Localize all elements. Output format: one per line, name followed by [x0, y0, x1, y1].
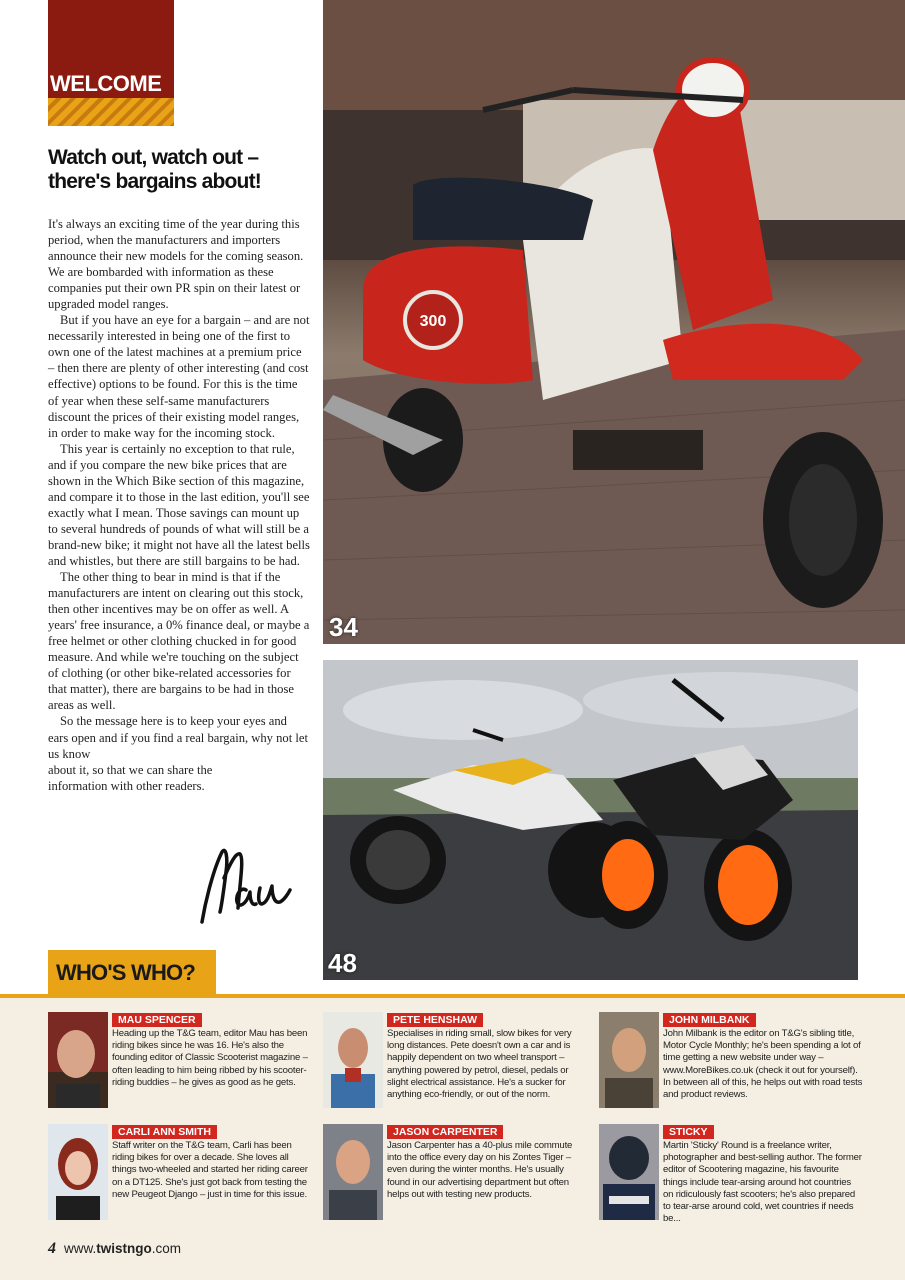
- avatar: [48, 1124, 108, 1220]
- scooter-illustration: [323, 0, 905, 644]
- avatar: [323, 1012, 383, 1108]
- profile-carli-ann-smith: [48, 1124, 310, 1224]
- whos-who-title: WHO'S WHO?: [56, 960, 195, 985]
- whos-who-banner: [48, 950, 216, 994]
- article-paragraph: This year is certainly no exception to that rule, and if you compare the new bike prices that are shown in the Which Bike section of this magazine, and compare it to those in the last edition, you'll see exactly what I mean. Those savings can mount up to several hundreds of pounds of what will still be a brand-new bike; it might not have all the latest bells and whistles, but there are still bargains to be had.: [48, 441, 310, 568]
- signature: [196, 838, 312, 928]
- profile-name: JASON CARPENTER: [387, 1125, 503, 1139]
- motorbikes-photo: [323, 660, 858, 980]
- profile-sticky: [599, 1124, 861, 1224]
- avatar: [599, 1124, 659, 1220]
- profile-name: MAU SPENCER: [112, 1013, 202, 1027]
- motorbikes-illustration: [323, 660, 858, 980]
- welcome-stripe: [48, 98, 174, 126]
- profile-name: STICKY: [663, 1125, 714, 1139]
- profile-name: CARLI ANN SMITH: [112, 1125, 217, 1139]
- profile-john-milbank: [599, 1012, 861, 1112]
- article-paragraph: But if you have an eye for a bargain – and are not necessarily interested in being one of the first to own one of the latest machines at a premium price – then there are plenty of other interesting (and cost effective) options to be found. For this is the time of year when these self-same manufacturers discount the prices of their existing model ranges, in order to make way for the incoming stock.: [48, 313, 310, 440]
- footer-url-domain: twistngo: [96, 1241, 152, 1256]
- article-paragraph: The other thing to bear in mind is that if the manufacturers are intent on clearing out this stock, then other incentives may be on offer as well. A years' free insurance, a 0% finance deal, or maybe a free helmet or other clothing chucked in for good measure. And while we're touching on the subject of clothing (or other bike-related accessories for that matter), there are bargains to be had in those areas as well.: [48, 570, 310, 713]
- profile-bio: Heading up the T&G team, editor Mau has been riding bikes since he was 16. He's also the founding editor of Classic Scooterist magazine – often leading to him being ribbed by his scooter-riding buddies – he gives as good as he gets.: [112, 1028, 308, 1088]
- profile-pete-henshaw: [323, 1012, 585, 1112]
- article-closing: So the message here is to keep your eyes and ears open and if you find a real bargain, why not let us know: [48, 714, 308, 761]
- svg-text:300: 300: [419, 313, 447, 330]
- article-paragraph: It's always an exciting time of the year during this period, when the manufacturers and importers announce their new models for the coming season. We are bombarded with information as these companies put their own PR spin on their latest or upgraded model ranges.: [48, 217, 304, 312]
- welcome-badge: [48, 0, 174, 126]
- headline: Watch out, watch out – there's bargains about!: [48, 146, 261, 193]
- profile-jason-carpenter: [323, 1124, 585, 1224]
- profile-name: JOHN MILBANK: [663, 1013, 756, 1027]
- page-ref-48: 48: [328, 948, 357, 978]
- editorial-article: [48, 216, 310, 794]
- scooter-photo: [323, 0, 905, 644]
- profile-bio: Specialises in riding small, slow bikes for very long distances. Pete doesn't own a car and is happily dependent on two wheel transport – anything powered by petrol, diesel, pedals or slight electrical assistance. He's a sucker for anything eco-friendly, or out of the norm.: [387, 1028, 572, 1101]
- article-closing-end: about it, so that we can share the information with other readers.: [48, 762, 213, 793]
- page-ref-34: 34: [329, 612, 358, 642]
- profile-bio: Jason Carpenter has a 40-plus mile commute into the office every day on his Zontes Tiger – even during the winter months. He's usually found in our advertising department but often helps out with testing new products.: [387, 1140, 573, 1200]
- footer-url-suffix: .com: [151, 1241, 182, 1256]
- profile-mau-spencer: [48, 1012, 310, 1112]
- avatar: [599, 1012, 659, 1108]
- page-footer: [48, 1240, 181, 1258]
- avatar: [323, 1124, 383, 1220]
- avatar: [48, 1012, 108, 1108]
- footer-url-prefix: www.: [64, 1241, 97, 1256]
- welcome-label: WELCOME: [50, 71, 162, 96]
- profile-bio: Martin 'Sticky' Round is a freelance writer, photographer and best-selling author. The former editor of Scootering magazine, his favourite things include tear-arsing around hot countries on ridiculously fast scooters; he's also prepared to tear-arse around cold, wet countries if needs be...: [663, 1140, 862, 1225]
- profile-name: PETE HENSHAW: [387, 1013, 483, 1027]
- profile-bio: John Milbank is the editor on T&G's sibling title, Motor Cycle Monthly; he's been spending a lot of time getting a new website under way – www.MoreBikes.co.uk (check it out for yourself). In between all of this, he helps out with road tests and product reviews.: [663, 1028, 863, 1101]
- page-number: 4: [48, 1240, 56, 1257]
- profile-bio: Staff writer on the T&G team, Carli has been riding bikes for over a decade. She loves all things two-wheeled and started her riding career on a DT125. She's just got back from testing the new Peugeot Django – just in time for this issue.: [112, 1140, 308, 1200]
